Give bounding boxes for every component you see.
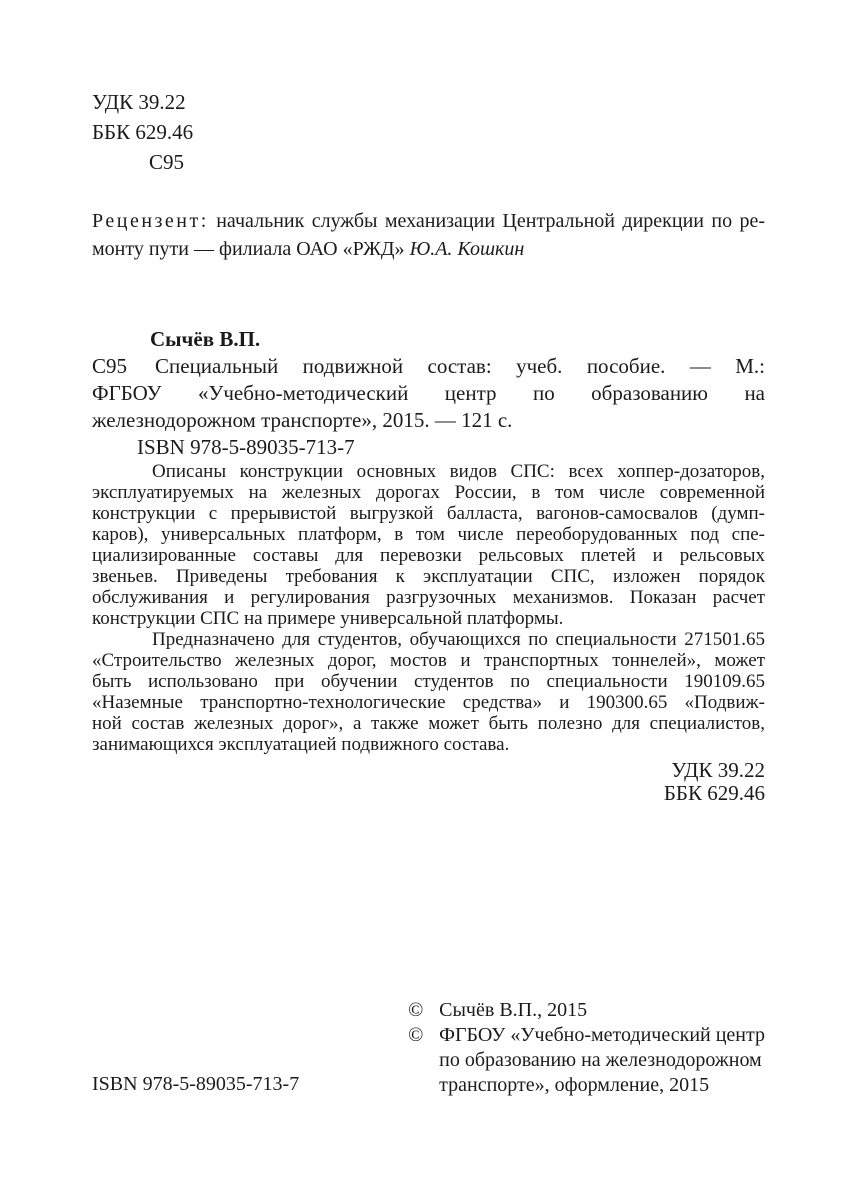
reviewer-line-1-text: начальник службы механизации Центральной дирекции по ре- — [216, 210, 766, 232]
udk-code-right: УДК 39.22 — [671, 758, 765, 782]
copyright-symbol: © — [408, 999, 424, 1021]
udk-code: УДК 39.22 — [92, 90, 186, 114]
footer — [92, 998, 765, 1098]
copyright-author — [408, 998, 765, 1023]
author-sign-margin-code: С95 — [92, 354, 128, 378]
copyright-author-text: Сычёв В.П., 2015 — [439, 999, 588, 1021]
copyright-publisher-text: ФГБОУ «Учебно-методический центр по образованию на железнодорожном транспорте», оформление, 2015 — [439, 1024, 765, 1096]
catalog-title: Специальный подвижной состав: учеб. пособие. — М.: ФГБОУ «Учебно-методический центр по образованию на железнодорожном транспорте», 2015. — 121 с. — [92, 354, 765, 432]
bbk-code: ББК 629.46 — [92, 120, 194, 144]
reviewer-line-2-text: монту пути — филиала ОАО «РЖД» — [92, 238, 405, 260]
catalog-entry — [92, 353, 765, 461]
footer-isbn: ISBN 978-5-89035-713-7 — [92, 1073, 300, 1095]
reviewer-line-1 — [92, 207, 765, 235]
reviewer-line-2 — [92, 235, 765, 263]
annotation-paragraph-1: Описаны конструкции основных видов СПС: всех хоппер-дозаторов, эксплуатируемых на железных дорогах России, в том числе современной конструкции с прерывистой выгрузкой балласта, вагонов-самосвалов (думп- каров), универсальных платформ, в том числе переоборудованных под спе- циализированные составы для перевозки рельсовых плетей и рельсовых звеньев. Приведены требования к эксплуатации СПС, изложен порядок обслуживания и регулирования разгрузочных механизмов. Показан расчет конструкции СПС на примере универсальной платформы. — [92, 461, 765, 629]
reviewer-label: Рецензент: — [92, 210, 209, 232]
reviewer-name: Ю.А. Кошкин — [409, 238, 525, 260]
bbk-code-right: ББК 629.46 — [663, 781, 765, 805]
copyright-publisher — [408, 1023, 765, 1098]
isbn-line: ISBN 978-5-89035-713-7 — [137, 435, 355, 459]
annotation-paragraph-2: Предназначено для студентов, обучающихся по специальности 271501.65 «Строительство железных дорог, мостов и транспортных тоннелей», может быть использовано при обучении студентов по специальности 190109.65 «Наземные транспортно-технологические средства» и 190300.65 «Подвиж- ной состав железных дорог», а также может быть полезно для специалистов, занимающихся эксплуатацией подвижного состава. — [92, 629, 765, 755]
reviewer-block — [92, 207, 765, 263]
author-sign-code: С95 — [149, 150, 185, 174]
top-classification-codes — [92, 87, 765, 177]
bottom-classification-codes — [92, 759, 765, 805]
copyright-block — [408, 998, 765, 1098]
author-name: Сычёв В.П. — [150, 327, 261, 351]
copyright-symbol: © — [408, 1024, 424, 1046]
